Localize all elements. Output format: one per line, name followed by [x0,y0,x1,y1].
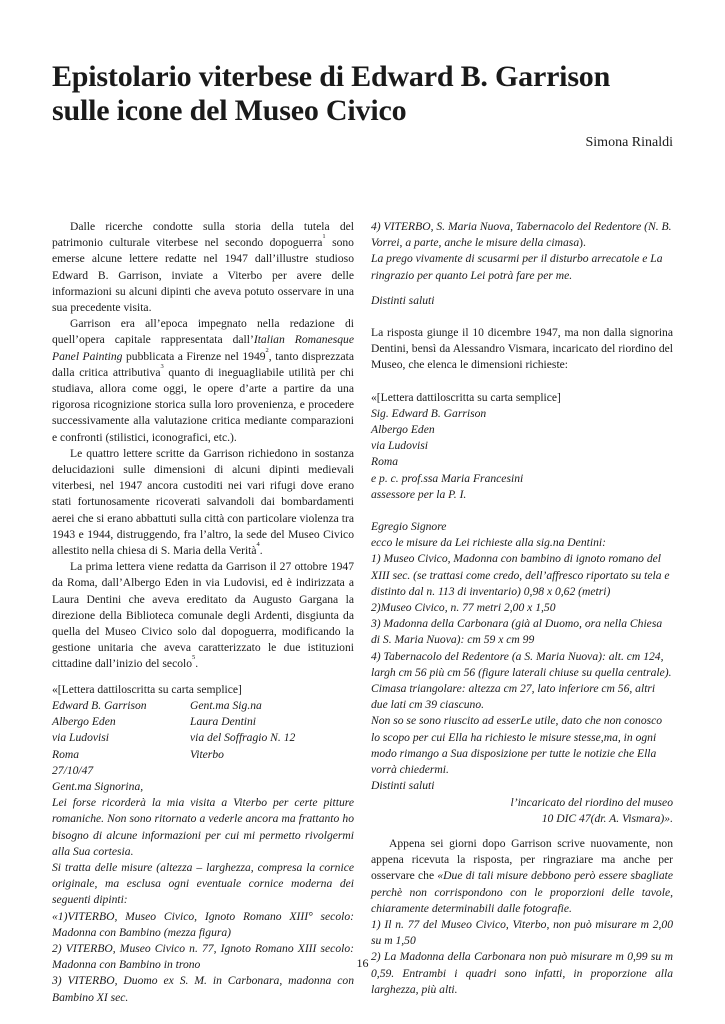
page-number: 16 [356,956,369,970]
title-line-1: Epistolario viterbese di Edward B. Garrison [52,60,611,93]
footnote-ref: 3 [160,362,164,370]
letter-1-date: 27/10/47 [52,763,94,777]
letter-2-address-line: assessore per la P. I. [371,487,467,501]
letter-2-line: 2)Museo Civico, n. 77 metri 2,00 x 1,50 [371,601,556,615]
paragraph-3: Le quattro lettere scritte da Garrison richiedono in sostanza delucidazioni sulle dimensioni di alcuni dipinti medievali viterbesi, nel 1947 ancora custoditi nei vari rifugi dove erano stati fortunosamente ricoverati salvandoli dai bombardamenti aerei che si erano abbattuti sulla città con particolare violenza tra 1943 e 1944, distruggendo, fra l’altro, la sede del Museo Civico allestito nella chiesa di S. Maria della Verità$^4$. [52,446,354,558]
letter-2-header: «[Lettera dattiloscritta su carta semplice] [371,390,561,404]
letter-2-line: 1) Museo Civico, Madonna con bambino di ignoto romano del XIII sec. (se trattasi come credo, dell’affresco riportato su tela e distinto dal n. 113 di inventario) 0,98 x 0,62 (metri) [371,552,670,598]
article-title [52,60,672,128]
letter-1-item: «1)VITERBO, Museo Civico, Ignoto Romano XIII° secolo: Madonna con Bambino (mezza figura) [52,909,354,939]
letter-1-excuse: La prego vivamente di scusarmi per il disturbo arrecatole e La ringrazio per quanto Lei potrà fare per me. [371,252,663,282]
letter-1-body: Lei forse ricorderà la mia visita a Viterbo per certe pitture romaniche. Non sono ritornato a vederle ancora ma frattanto ho bisogno di alcune informazioni per cui mi permetto rivolgermi alla Sua cortesia. [52,796,354,858]
letter-3-line: 1) Il n. 77 del Museo Civico, Viterbo, non può misurare m 2,00 su m 1,50 [371,917,673,948]
letter-2-line: Distinti saluti [371,779,435,793]
letter-2-line: Non so se sono riuscito ad esserLe utile, dato che non conosco lo scopo per cui Ella ha richiesto le misure stesse,ma, in ogni modo rimango a Sua disposizione per tutte le notizie che Ella vorrà chiedermi. [371,714,663,777]
right-column [371,219,673,998]
letter-1-closing: Distinti saluti [371,293,435,307]
footnote-ref: 5 [192,654,196,662]
letter-2-greeting: Egregio Signore [371,520,447,534]
letter-1-addresses [52,698,354,763]
footnote-ref: 4 [256,541,260,549]
letter-1-item: 2) VITERBO, Museo Civico n. 77, Ignoto Romano XIII secolo: Madonna con Bambino in trono [52,941,354,972]
letter-2-line: 3) Madonna della Carbonara (già al Duomo, ora nella Chiesa di S. Maria Nuova): cm 59 x cm 99 [371,617,663,647]
address-row: Albergo Eden Laura Dentini [52,715,257,729]
letter-1-request: Si tratta delle misure (altezza – larghezza, compresa la cornice originale, ma esclusa ogni eventuale cornice moderna dei seguenti dipinti: [52,860,354,907]
paragraph-2: Garrison era all’epoca impegnato nella redazione di quell’opera capitale rappresentata dall’Italian Romanesque Panel Painting pubblicata a Firenze nel 1949$^2$, tanto disprezzata dalla critica attributiva$^3$ quanto di ineguagliabile utilità per chi studiava, allora come oggi, le opere d’arte a partire da una rigorosa ricognizione storica sulla loro provenienza, e procedere successivamente alla valutazione critica mediante comparazioni e confronti (stilistici, iconografici, etc.). [52,317,355,444]
letter-1-salutation: Gent.ma Signorina, [52,779,144,793]
letter-2-address-line: Sig. Edward B. Garrison [371,406,487,420]
paragraph-after: Appena sei giorni dopo Garrison scrive nuovamente, non appena ricevuta la risposta, per ringraziare ma anche per osservare che «Due di tali misure debbono però essere sbagliate perchè non corrispondono con le proporzioni delle tavole, chiaramente determinabili dalle fotografie. [371,836,673,915]
footnote-ref: 1 [322,233,326,241]
letter-2-address-line: via Ludovisi [371,439,429,453]
address-row: Roma Viterbo [52,747,224,761]
left-column [52,219,354,1006]
letter-2-address-line: Albergo Eden [371,423,435,437]
reply-intro: La risposta giunge il 10 dicembre 1947, ma non dalla signorina Dentini, bensì da Alessandro Vismara, incaricato del riordino del Museo, che elenca le dimensioni richieste: [371,326,673,372]
letter-2-line: ecco le misure da Lei richieste alla sig.na Dentini: [371,536,606,550]
paragraph-1: Dalle ricerche condotte sulla storia della tutela del patrimonio culturale viterbese nel secondo dopoguerra$^1$ sono emerse alcune lettere redatte nel 1947 dall’illustre studioso Edward B. Garrison, inviate a Viterbo per avere delle informazioni su alcuni dipinti che aveva potuto osservare in una sua precedente visita. [52,220,354,315]
letter-2-signature: l’incaricato del riordino del museo [510,795,673,809]
letter-2-address-line: e p. c. prof.ssa Maria Francesini [371,471,524,485]
letter-2-address-line: Roma [371,455,399,469]
paragraph-4: La prima lettera viene redatta da Garrison il 27 ottobre 1947 da Roma, dall’Albergo Eden in via Ludovisi, ed è indirizzata a Laura Dentini che aveva ereditato da Augusto Gargana la direzione della Biblioteca comunale degli Ardenti, disgiunta da quella del Museo Civico solo dal dopoguerra, modificando la gestione unitaria che aveva caratterizzato le due istituzioni cittadine dall’inizio del secolo$^5$. [52,560,354,671]
footnote-ref: 2 [265,346,269,354]
letter-1-item-4: 4) VITERBO, S. Maria Nuova, Tabernacolo del Redentore (N. B. Vorrei, a parte, anche le misure della cimasa). [371,220,672,250]
address-row: Edward B. Garrison Gent.ma Sig.na [52,698,262,712]
letter-1-item: 3) VITERBO, Duomo ex S. M. in Carbonara, madonna con Bambino XI sec. [52,974,354,1004]
letter-3-line: 2) La Madonna della Carbonara non può misurare m 0,99 su m 0,59. Entrambi i quadri sono infatti, in proporzione alla larghezza, più alti. [371,950,673,996]
letter-1-header: «[Lettera dattiloscritta su carta semplice] [52,682,242,696]
title-line-2: sulle icone del Museo Civico [52,94,407,127]
letter-2-signature-date: 10 DIC 47(dr. A. Vismara)». [541,811,673,825]
address-row: via Ludovisi via del Soffragio N. 12 [52,731,296,745]
author-name: Simona Rinaldi [585,135,673,150]
letter-2-line: 4) Tabernacolo del Redentore (a S. Maria Nuova): alt. cm 124, largh cm 56 più cm 56 (figure laterali chiuse su quella centrale). Cimasa triangolare: altezza cm 27, lato inferiore cm 56, altri due lati cm 39 ciascuno. [371,649,672,712]
